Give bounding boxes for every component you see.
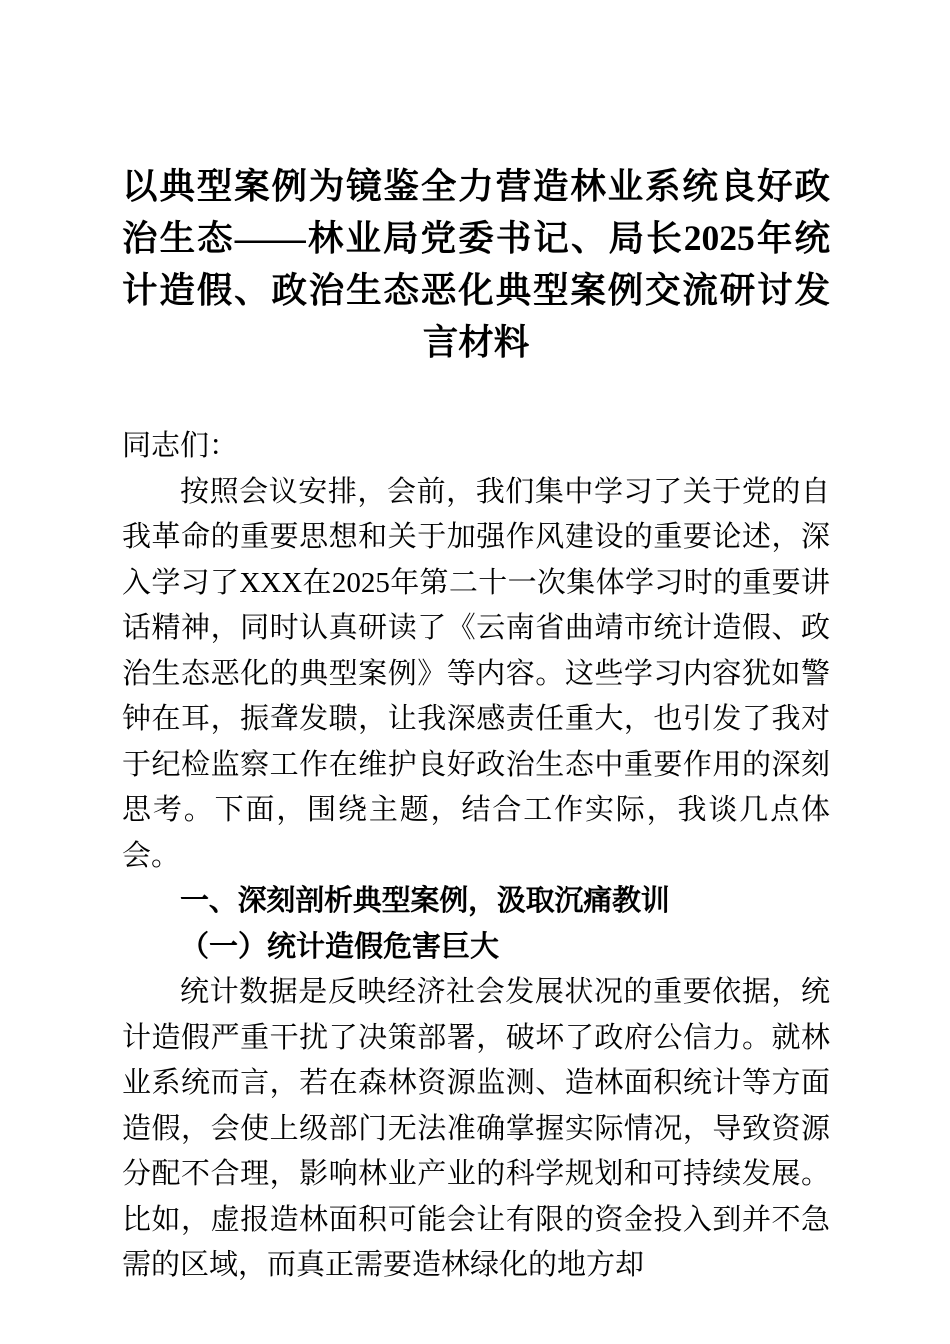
section-heading-level-1: 一、深刻剖析典型案例，汲取沉痛教训	[180, 885, 670, 917]
salutation-line: 同志们：	[122, 430, 239, 462]
opening-paragraph: 按照会议安排，会前，我们集中学习了关于党的自我革命的重要思想和关于加强作风建设的重要论述，深入学习了XXX在2025年第二十一次集体学习时的重要讲话精神，同时认真研读了《云南省曲靖市统计造假、政治生态恶化的典型案例》等内容。这些学习内容犹如警钟在耳，振聋发聩，让我深感责任重大，也引发了我对于纪检监察工作在维护良好政治生态中重要作用的深刻思考。下面，围绕主题，结合工作实际，我谈几点体会。	[122, 475, 830, 872]
section-body-paragraph: 统计数据是反映经济社会发展状况的重要依据，统计造假严重干扰了决策部署，破坏了政府公信力。就林业系统而言，若在森林资源监测、造林面积统计等方面造假，会使上级部门无法准确掌握实际情况，导致资源分配不合理，影响林业产业的科学规划和可持续发展。比如，虚报造林面积可能会让有限的资金投入到并不急需的区域，而真正需要造林绿化的地方却	[122, 976, 830, 1281]
section-heading-level-2: （一）统计造假危害巨大	[180, 930, 500, 963]
page-title: 以典型案例为镜鉴全力营造林业系统良好政治生态——林业局党委书记、局长2025年统计造假、政治生态恶化典型案例交流研讨发言材料	[122, 166, 830, 362]
document-content-column	[122, 0, 830, 1289]
